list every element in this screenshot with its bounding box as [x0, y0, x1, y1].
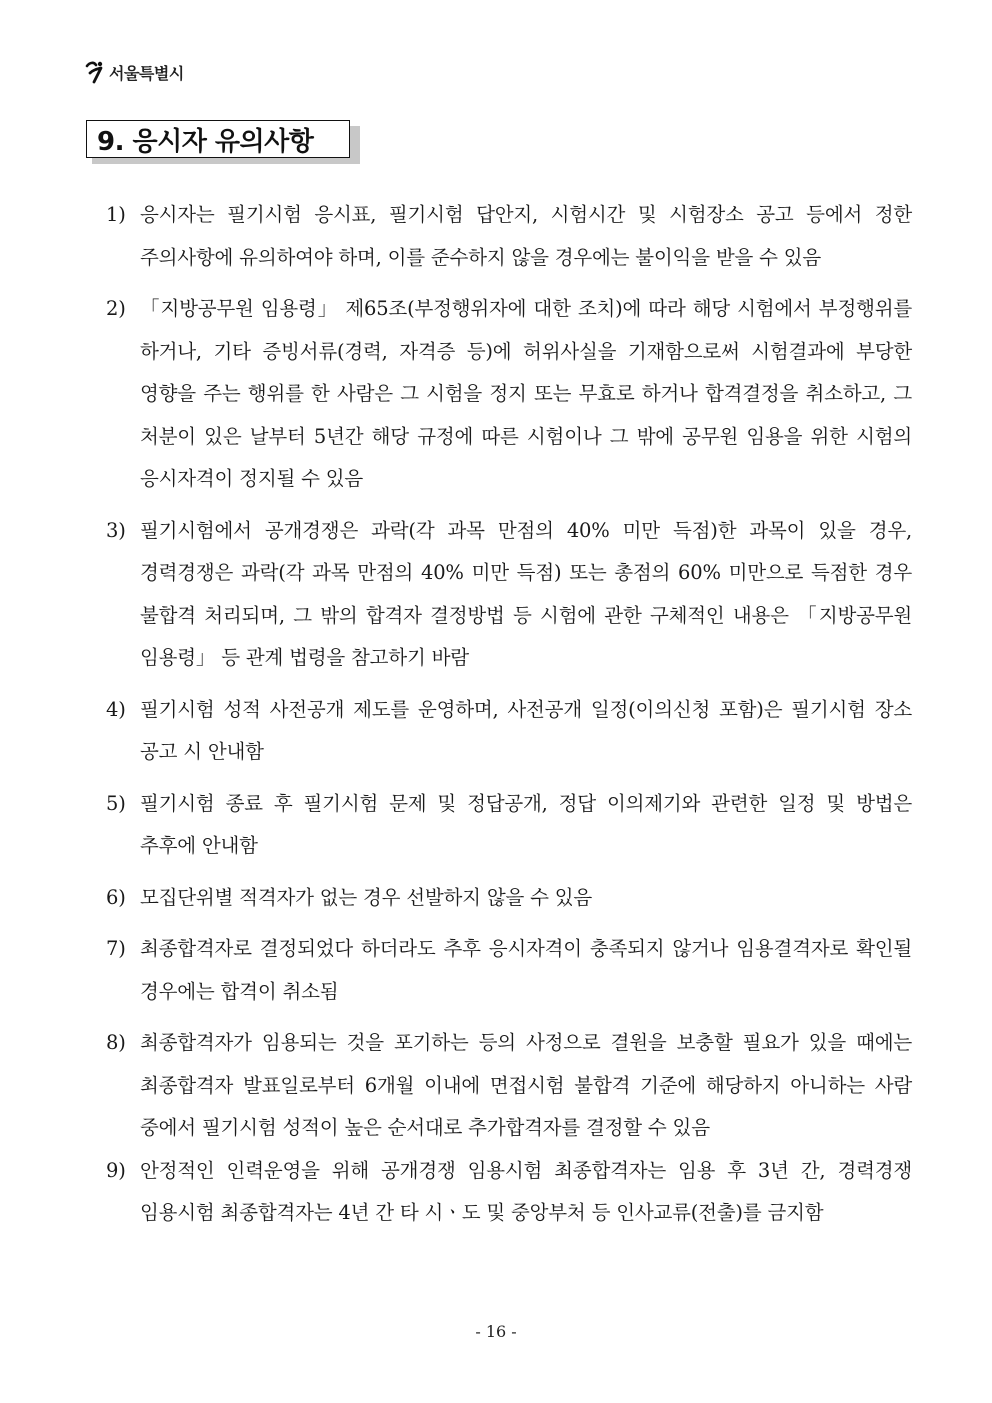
list-item	[106, 689, 912, 774]
section-title	[86, 120, 350, 158]
title-box	[86, 120, 350, 158]
item-number: 8)	[106, 1031, 126, 1054]
list-item	[106, 783, 912, 868]
item-text: 필기시험에서 공개경쟁은 과락(각 과목 만점의 40% 미만 득점)한 과목이 있을 경우, 경력경쟁은 과락(각 과목 만점의 40% 미만 득점) 또는 총점의 60% 미만으로 득점한 경우 불합격 처리되며, 그 밖의 합격자 결정방법 등 시험에 관한 구체적인 내용은 「지방공무원 임용령」 등 관계 법령을 참고하기 바람	[140, 518, 912, 669]
logo-text: 서울특별시	[109, 63, 184, 83]
item-text: 필기시험 종료 후 필기시험 문제 및 정답공개, 정답 이의제기와 관련한 일정 및 방법은 추후에 안내함	[140, 791, 912, 857]
page-title: 9. 응시자 유의사항	[97, 126, 314, 157]
item-number: 4)	[106, 697, 126, 721]
list-item	[106, 1150, 912, 1235]
seoul-logo-icon	[84, 60, 106, 84]
item-number: 7)	[106, 937, 126, 960]
list-item	[106, 1022, 912, 1150]
item-text: 응시자는 필기시험 응시표, 필기시험 답안지, 시험시간 및 시험장소 공고 등에서 정한 주의사항에 유의하여야 하며, 이를 준수하지 않을 경우에는 불이익을 받을 수 있음	[140, 203, 912, 269]
item-number: 3)	[106, 518, 126, 542]
list-item	[106, 288, 912, 501]
item-text: 「지방공무원 임용령」 제65조(부정행위자에 대한 조치)에 따라 해당 시험에서 부정행위를 하거나, 기타 증빙서류(경력, 자격증 등)에 허위사실을 기재함으로써 시험결과에 부당한 영향을 주는 행위를 한 사람은 그 시험을 정지 또는 무효로 하거나 합격결정을 취소하고, 그 처분이 있은 날부터 5년간 해당 규정에 따른 시험이나 그 밖에 공무원 임용을 위한 시험의 응시자격이 정지될 수 있음	[140, 297, 912, 490]
item-number: 1)	[106, 203, 126, 226]
item-text: 모집단위별 적격자가 없는 경우 선발하지 않을 수 있음	[140, 885, 593, 909]
item-text: 필기시험 성적 사전공개 제도를 운영하며, 사전공개 일정(이의신청 포함)은 필기시험 장소 공고 시 안내함	[140, 697, 912, 763]
item-text: 최종합격자로 결정되었다 하더라도 추후 응시자격이 충족되지 않거나 임용결격자로 확인될 경우에는 합격이 취소됨	[140, 937, 912, 1003]
item-text: 안정적인 인력운영을 위해 공개경쟁 임용시험 최종합격자는 임용 후 3년 간, 경력경쟁 임용시험 최종합격자는 4년 간 타 시ㆍ도 및 중앙부처 등 인사교류(전출)를 금지함	[140, 1158, 912, 1224]
list-item	[106, 194, 912, 279]
page-number: - 16 -	[475, 1322, 517, 1341]
list-item	[106, 877, 912, 920]
item-number: 5)	[106, 791, 126, 815]
notice-list	[106, 194, 912, 1235]
list-item	[106, 510, 912, 680]
item-number: 9)	[106, 1158, 126, 1182]
item-number: 2)	[106, 297, 126, 320]
item-text: 최종합격자가 임용되는 것을 포기하는 등의 사정으로 결원을 보충할 필요가 있을 때에는 최종합격자 발표일로부터 6개월 이내에 면접시험 불합격 기준에 해당하지 아니하는 사람 중에서 필기시험 성적이 높은 순서대로 추가합격자를 결정할 수 있음	[140, 1031, 912, 1139]
item-number: 6)	[106, 885, 126, 909]
seoul-logo	[84, 60, 184, 84]
list-item	[106, 928, 912, 1013]
